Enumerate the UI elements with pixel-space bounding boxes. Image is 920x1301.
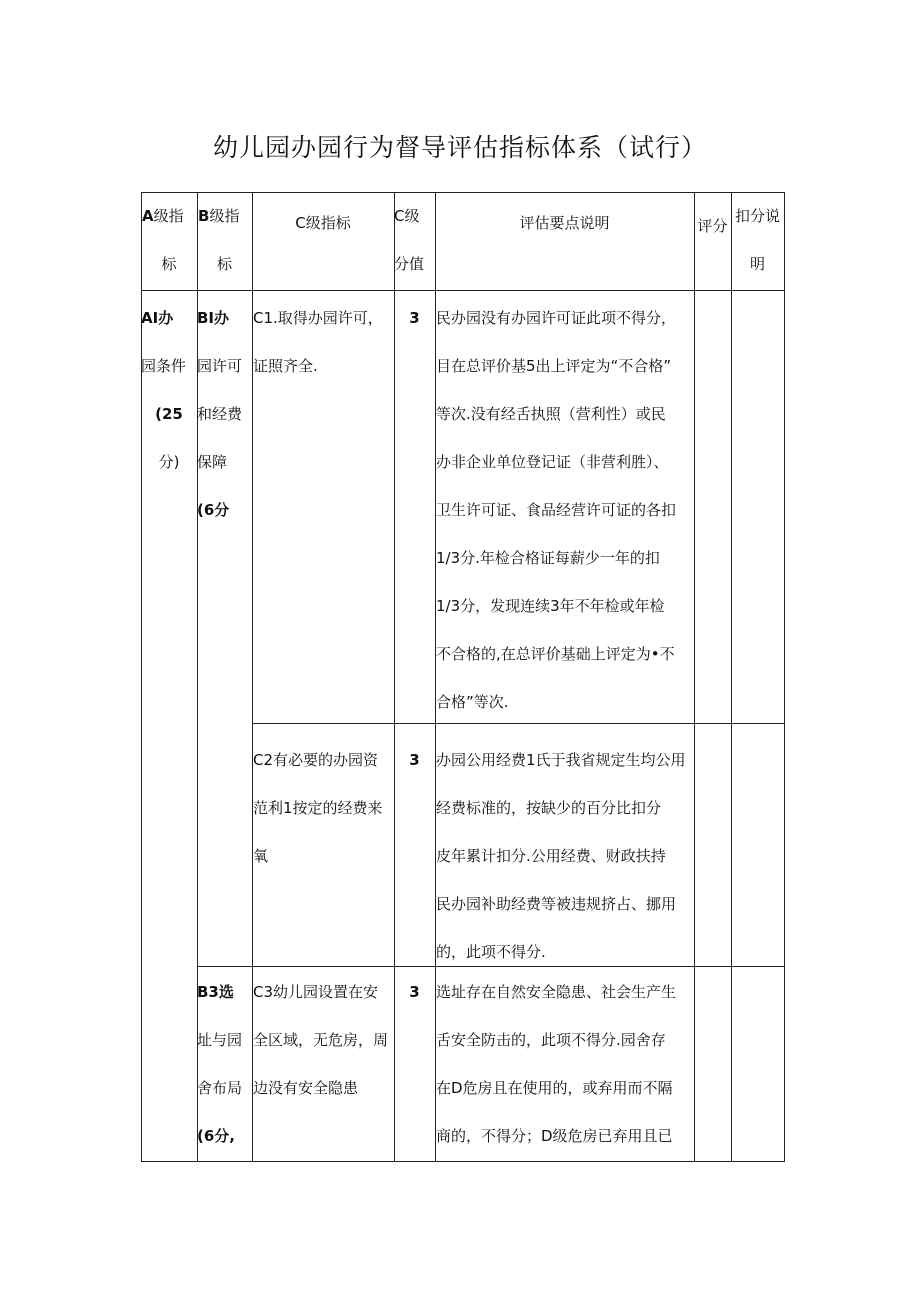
header-c-score [394,192,435,288]
c1-indicator-line: C1.取得办园许可， [253,309,383,327]
c1-criteria-line: 办非企业单位登记证（非营利胜）、 [436,453,669,471]
page-title: 幼儿园办园行为督导评估指标体系（试行） [212,133,707,162]
col-divider [694,192,695,1162]
c3-criteria-line: 商的，不得分；D级危房已弃用且已 [436,1127,673,1145]
b1-line: (6分 [197,501,230,519]
a1-cell [141,294,197,486]
header-deduction-line1: 扣分说 [734,207,780,225]
b3-line: (6分, [197,1127,235,1145]
b3-line: 址与园 [197,1031,243,1049]
b1-line: 和经费 [197,405,243,423]
c3-criteria-line: 在D危房且在使用的，或弃用而不隔 [436,1079,673,1097]
c1-criteria-line: 目在总评价基5出上评定为“不合格” [436,357,672,375]
c2-criteria [436,736,694,976]
table-border-bottom [141,1161,785,1162]
header-a-level-line2: 标 [161,255,177,273]
c3-indicator-line: C3幼儿园设置在安 [253,983,379,1001]
c2-criteria-line: 皮年累计扣分.公用经费、财政扶持 [436,847,666,865]
c1-criteria-line: 不合格的,在总评价基础上评定为•不 [436,645,675,663]
header-deduction-line2: 明 [749,255,765,273]
header-criteria-text: 评估要点说明 [519,214,610,232]
c1-criteria-line: 民办园没有办园许可证此项不得分， [436,309,677,327]
b1-line: 保障 [197,453,228,471]
c3-indicator-line: 边没有安全隐患 [253,1079,359,1097]
c1-indicator-line: 证照齐全. [253,357,318,375]
header-a-level [141,192,197,288]
c2-criteria-line: 的，此项不得分. [436,943,546,961]
c1-criteria-line: 1/3分，发现连续3年不年检或年检 [436,597,665,615]
c2-criteria-line: 民办园补助经费等被违规挤占、挪用 [436,895,677,913]
c1-criteria-line: 合格”等次. [436,693,509,711]
a1-line: AI办 [141,309,174,327]
c3-criteria-line: 舌安全防击的，此项不得分.园舍存 [436,1031,666,1049]
header-rating-text: 评分 [697,217,728,235]
b3-line: 舍布局 [197,1079,243,1097]
c3-score [394,968,435,1016]
header-deduction [731,192,784,288]
c1-score-value: 3 [409,309,420,327]
c1-criteria [436,294,694,726]
c2-indicator-line: C2有必要的办园资 [253,751,379,769]
col-divider [731,192,732,1162]
header-a-level-line1: A级指 [142,207,184,225]
table-border-right [784,192,785,1162]
a1-line: (25 [155,405,183,423]
c1-criteria-line: 1/3分.年检合格证每薪少一年的扣 [436,549,660,567]
header-criteria [435,199,694,247]
b1-cell [197,294,252,534]
c2-score-value: 3 [409,751,420,769]
b1-line: 园许可 [197,357,243,375]
c2-criteria-line-cut [436,799,694,832]
header-c-level [252,199,394,247]
b1-line: BI办 [197,309,230,327]
b3-cell [197,968,252,1160]
c3-criteria-line: 选址存在自然安全隐患、社会生产生 [436,983,677,1001]
b3-line: B3选 [197,983,234,1001]
c1-criteria-line: 等次.没有经舌执照（营利性）或民 [436,405,666,423]
c2-indicator-line-cut [253,799,394,832]
header-b-level-line2: 标 [216,255,232,273]
c3-score-value: 3 [409,983,420,1001]
c2-criteria-line: 办园公用经费1氏于我省规定生均公用 [436,751,686,769]
c2-score [394,736,435,784]
c1-score [394,294,435,342]
header-rating [694,202,731,250]
c3-indicator-line: 全区域，无危房，周 [253,1031,389,1049]
header-c-level-text: C级指标 [295,214,351,232]
c2-indicator-line-cut-text: 范利1按定的经费来 [253,799,383,817]
c2-indicator [253,736,394,880]
header-c-score-line2: 分值 [394,255,425,273]
header-divider [141,290,785,291]
header-c-score-line1: C级 [394,207,420,225]
c1-criteria-line: 卫生许可证、食品经营许可证的各扣 [436,501,677,519]
a1-line: 园条件 [141,357,187,375]
c2-criteria-line-cut-text: 经费标准的，按缺少的百分比扣分 [436,799,662,817]
c3-criteria [436,968,694,1160]
header-b-level-line1: B级指 [198,207,240,225]
header-b-level [197,192,252,288]
c1-indicator [253,294,394,390]
c2-indicator-line: 氧 [253,847,269,865]
a1-line: 分) [158,453,180,471]
c3-indicator [253,968,394,1112]
